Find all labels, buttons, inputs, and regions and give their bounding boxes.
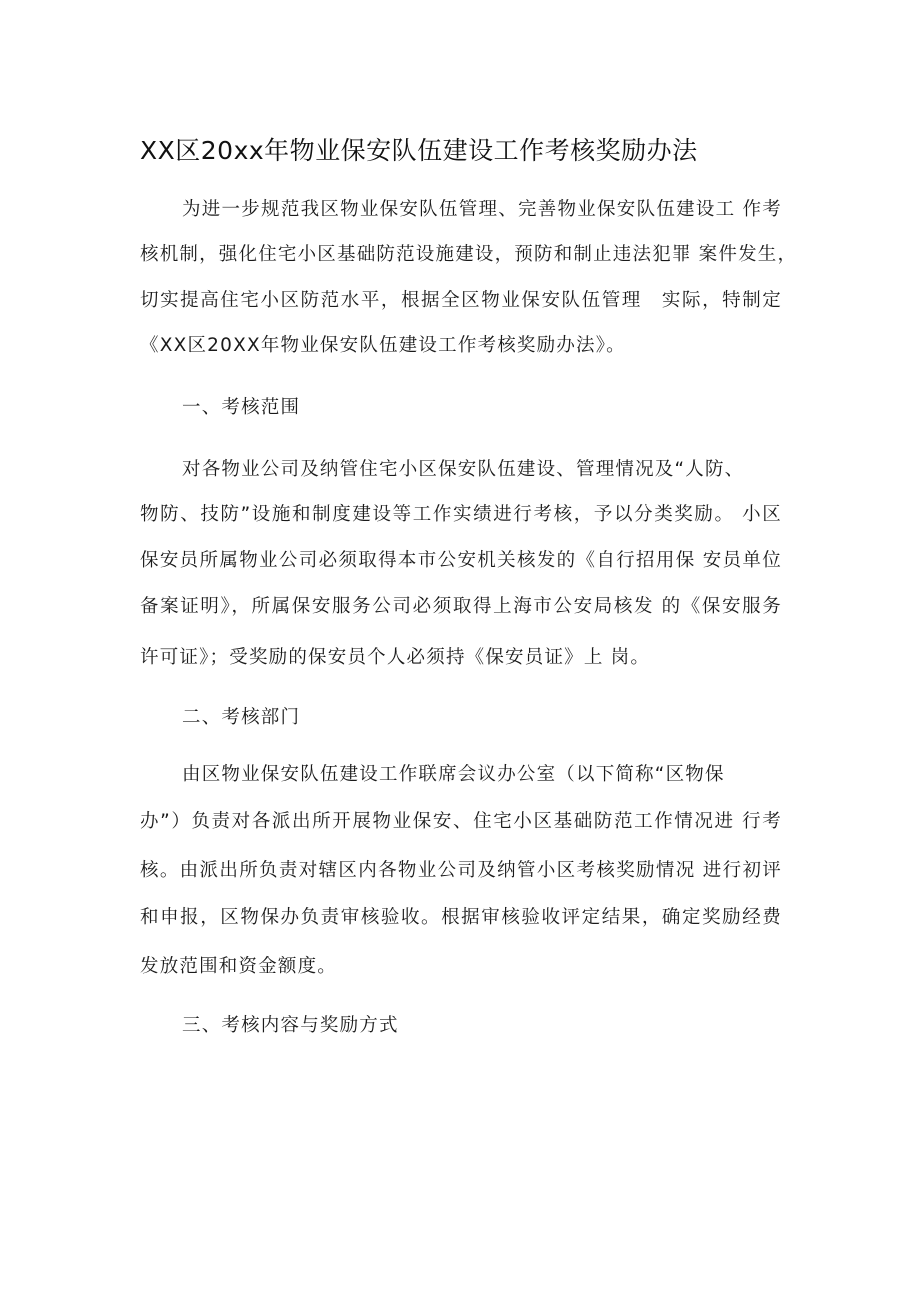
section-2-line-5: 发放范围和资金额度。 xyxy=(140,956,338,977)
section-3-heading: 三、考核内容与奖励方式 xyxy=(182,1015,399,1036)
document-title: XX区20xx年物业保安队伍建设工作考核奖励办法 xyxy=(140,136,698,165)
intro-line-4: 《XX区20XX年物业保安队伍建设工作考核奖励办法》。 xyxy=(140,335,626,356)
section-1-line-3: 保安员所属物业公司必须取得本市公安机关核发的《自行招用保 安员单位 xyxy=(140,550,782,571)
section-1-line-4: 备案证明》，所属保安服务公司必须取得上海市公安局核发 的《保安服务 xyxy=(140,596,782,617)
intro-line-3: 切实提高住宅小区防范水平，根据全区物业保安队伍管理 实际，特制定 xyxy=(140,290,782,311)
section-1-heading: 一、考核范围 xyxy=(182,397,301,418)
section-2-line-3: 核。由派出所负责对辖区内各物业公司及纳管小区考核奖励情况 进行初评 xyxy=(140,860,782,881)
section-1-line-1: 对各物业公司及纳管住宅小区保安队伍建设、管理情况及“人防、 xyxy=(182,459,745,480)
section-2-heading: 二、考核部门 xyxy=(182,707,301,728)
section-2-line-1: 由区物业保安队伍建设工作联席会议办公室（以下简称“区物保 xyxy=(182,764,725,785)
section-1-line-2: 物防、技防”设施和制度建设等工作实绩进行考核，予以分类奖励。 小区 xyxy=(140,504,782,525)
intro-line-1: 为进一步规范我区物业保安队伍管理、完善物业保安队伍建设工 作考 xyxy=(182,199,782,220)
section-2-line-2: 办”）负责对各派出所开展物业保安、住宅小区基础防范工作情况进 行考 xyxy=(140,811,782,832)
section-1-line-5: 许可证》；受奖励的保安员个人必须持《保安员证》上 岗。 xyxy=(140,647,651,668)
intro-line-2: 核机制，强化住宅小区基础防范设施建设，预防和制止违法犯罪 案件发生， xyxy=(140,244,798,265)
section-2-line-4: 和申报，区物保办负责审核验收。根据审核验收评定结果，确定奖励经费 xyxy=(140,907,782,928)
